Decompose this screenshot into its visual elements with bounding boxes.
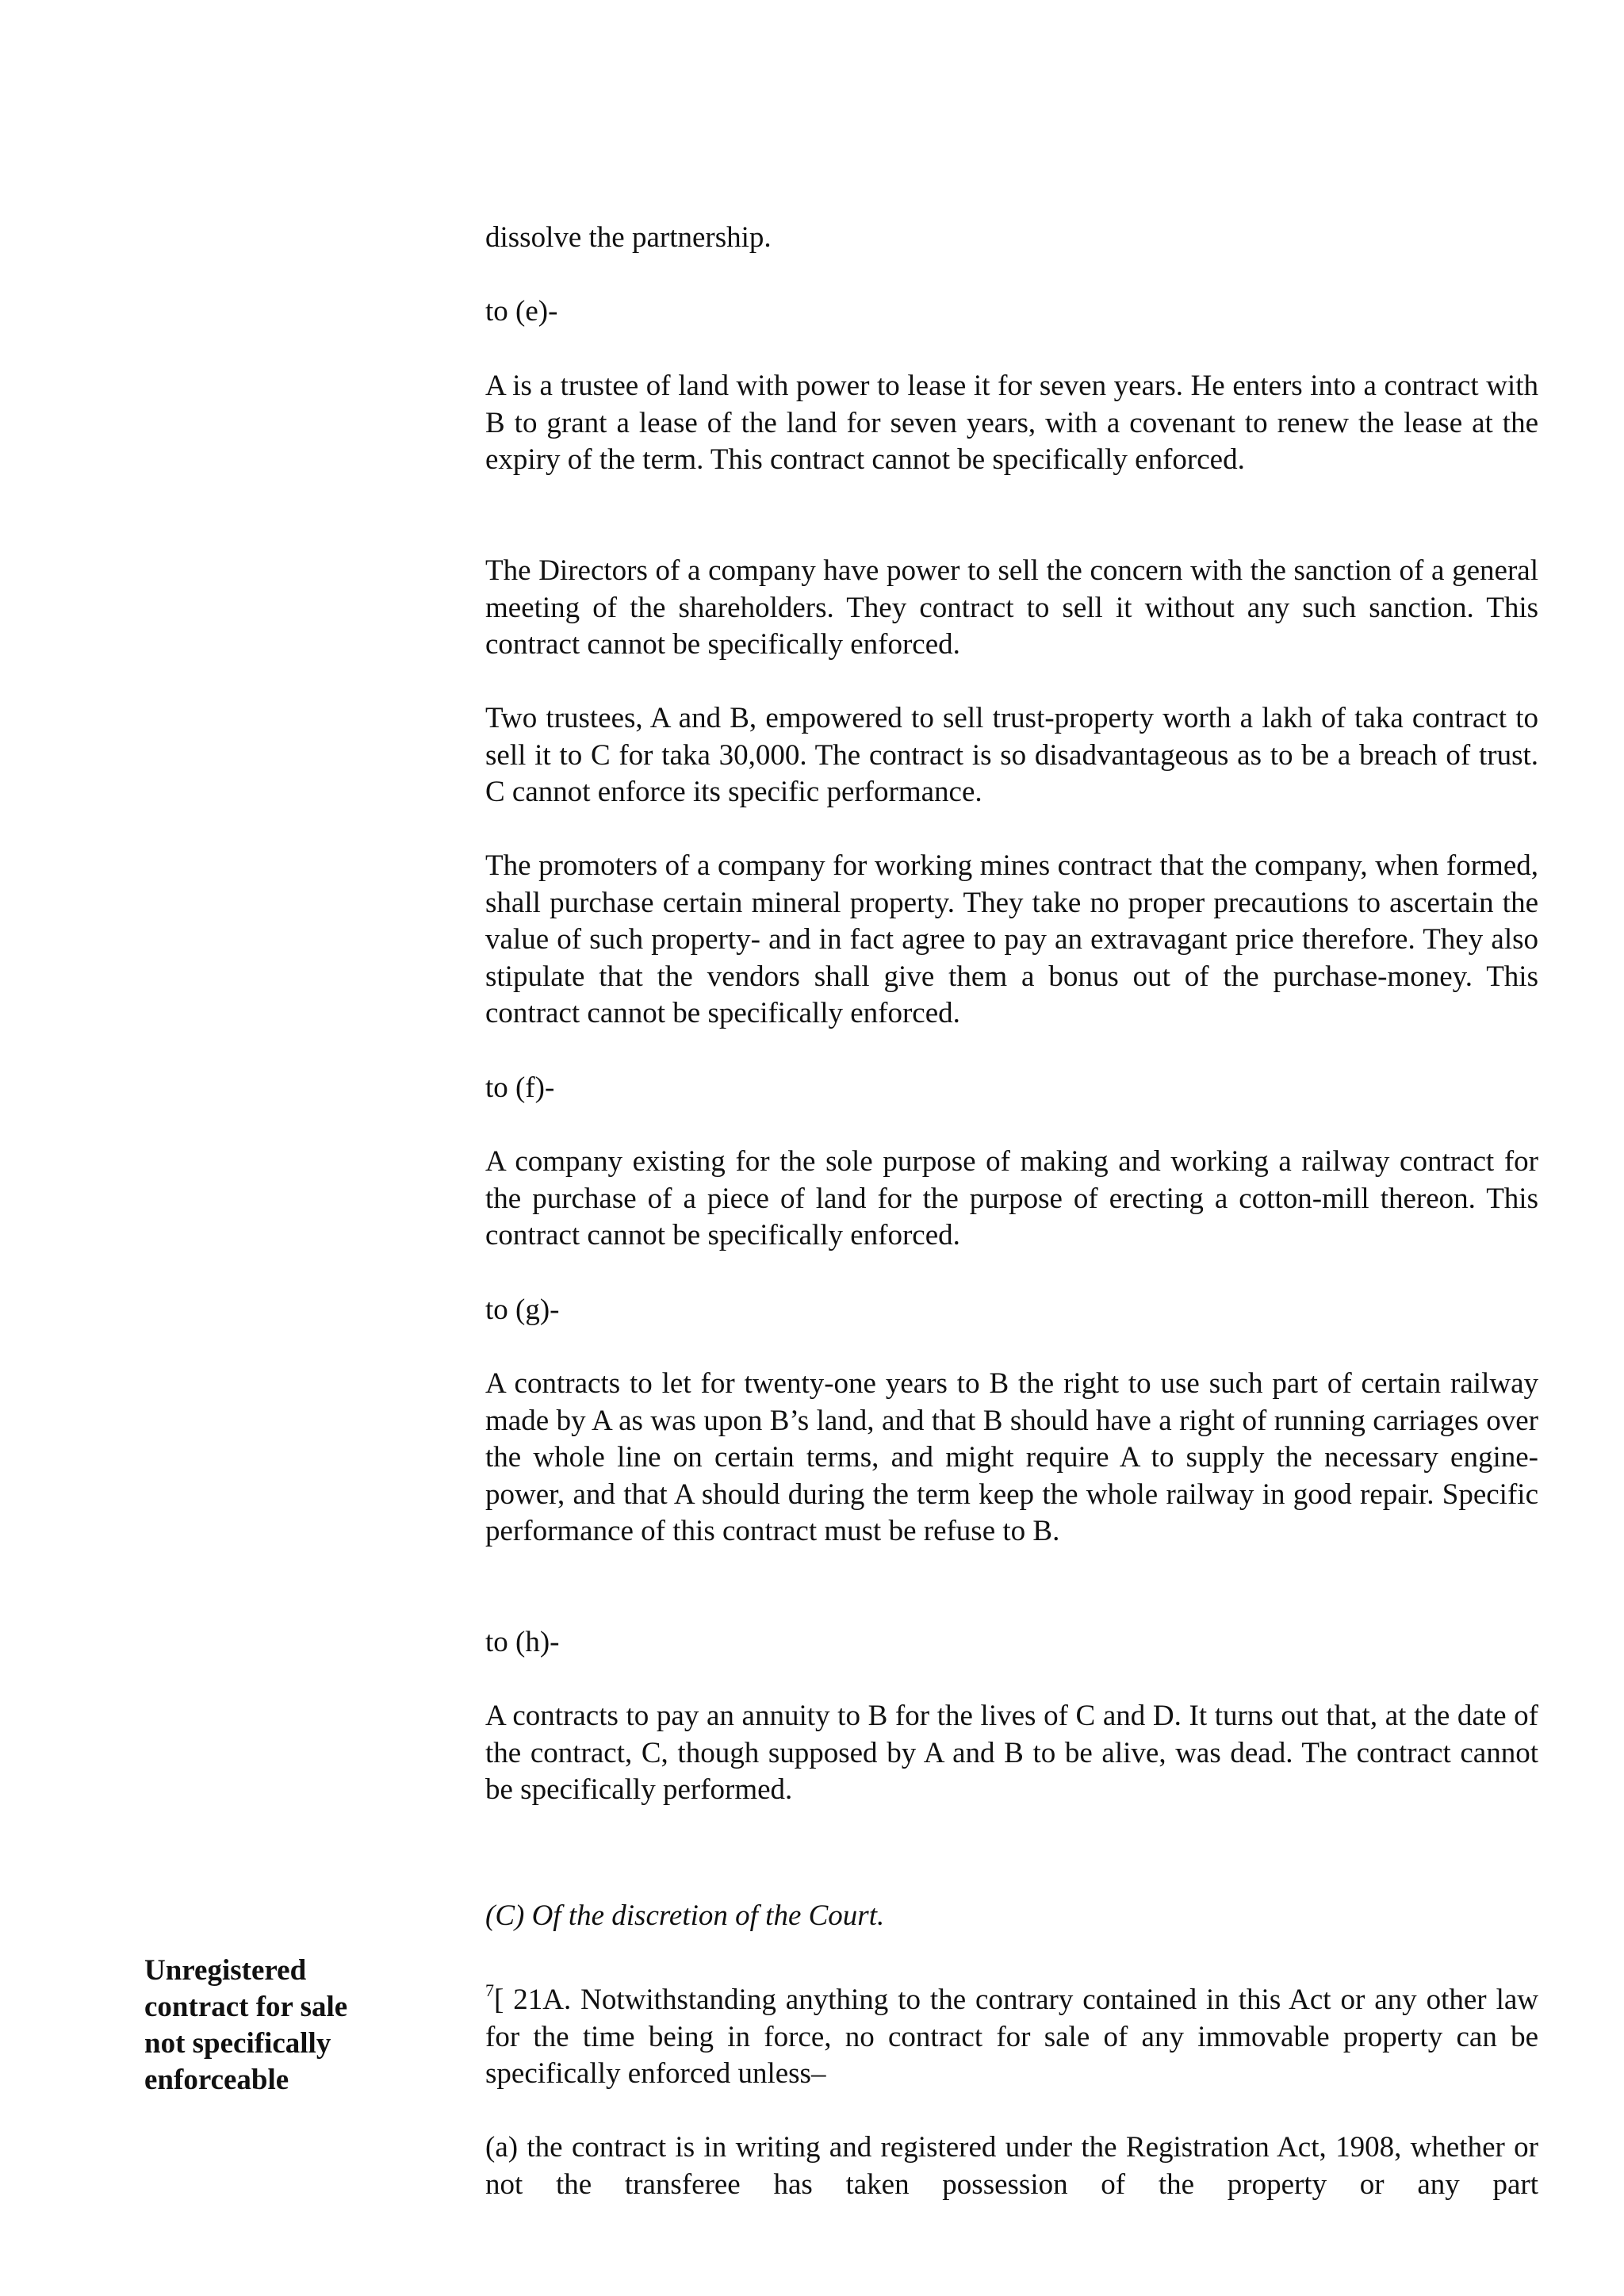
marginal-note-line: enforceable <box>144 2064 289 2096</box>
section-heading-discretion: (C) Of the discretion of the Court. <box>485 1899 885 1932</box>
marginal-note-line: not specifically <box>144 2027 331 2060</box>
marginal-note-line: contract for sale <box>144 1991 348 2023</box>
paragraph-two-trustees: Two trustees, A and B, empowered to sell trust-property worth a lakh of taka contract to sell it to C for taka 30,000. The contract is so disadvantageous as to be a breach of trust. C cannot enforce its specific performance. <box>485 702 1538 808</box>
footnote-marker: 7 <box>485 1980 494 2000</box>
illustration-heading-g: to (g)- <box>485 1294 560 1326</box>
paragraph-promoters: The promoters of a company for working mines contract that the company, when formed, shall purchase certain mineral property. They take no proper precautions to ascertain the value of such property- and in fact agree to pay an extravagant price therefore. They also stipulate that the vendors shall give them a bonus out of the purchase-money. This contract cannot be specifically enforced. <box>485 849 1538 1029</box>
section-21a-text: [ 21A. Notwithstanding anything to the contrary contained in this Act or any other law for the time being in force, no contract for sale of any immovable property can be specifically enforced unless– <box>485 1984 1538 2090</box>
marginal-note-line: Unregistered <box>144 1954 307 1987</box>
paragraph-trustee-lease: A is a trustee of land with power to lease it for seven years. He enters into a contract with B to grant a lease of the land for seven years, with a covenant to renew the lease at the expiry of the term. This contract cannot be specifically enforced. <box>485 370 1538 476</box>
paragraph-dissolve: dissolve the partnership. <box>485 221 772 254</box>
illustration-heading-e: to (e)- <box>485 295 558 328</box>
marginal-note <box>144 1953 398 2099</box>
paragraph-annuity: A contracts to pay an annuity to B for the lives of C and D. It turns out that, at the date of the contract, C, though supposed by A and B to be alive, was dead. The contract cannot be specifically performed. <box>485 1700 1538 1806</box>
paragraph-railway-company: A company existing for the sole purpose of making and working a railway contract for the purchase of a piece of land for the purpose of erecting a cotton-mill thereon. This contract cannot be specifically enforced. <box>485 1145 1538 1251</box>
illustration-heading-h: to (h)- <box>485 1626 560 1658</box>
paragraph-twenty-one-years: A contracts to let for twenty-one years to B the right to use such part of certain railway made by A as was upon B’s land, and that B should have a right of running carriages over the whole line on certain terms, and might require A to supply the necessary engine-power, and that A should during the term keep the whole railway in good repair. Specific performance of this contract must be refuse to B. <box>485 1367 1538 1547</box>
section-21a-paragraph <box>485 1982 1538 2093</box>
paragraph-directors: The Directors of a company have power to sell the concern with the sanction of a general meeting of the shareholders. They contract to sell it without any such sanction. This contract cannot be specifically enforced. <box>485 554 1538 661</box>
clause-a-paragraph: (a) the contract is in writing and registered under the Registration Act, 1908, whether or not the transferee has taken possession of the property or any part <box>485 2131 1538 2201</box>
illustration-heading-f: to (f)- <box>485 1071 555 1104</box>
